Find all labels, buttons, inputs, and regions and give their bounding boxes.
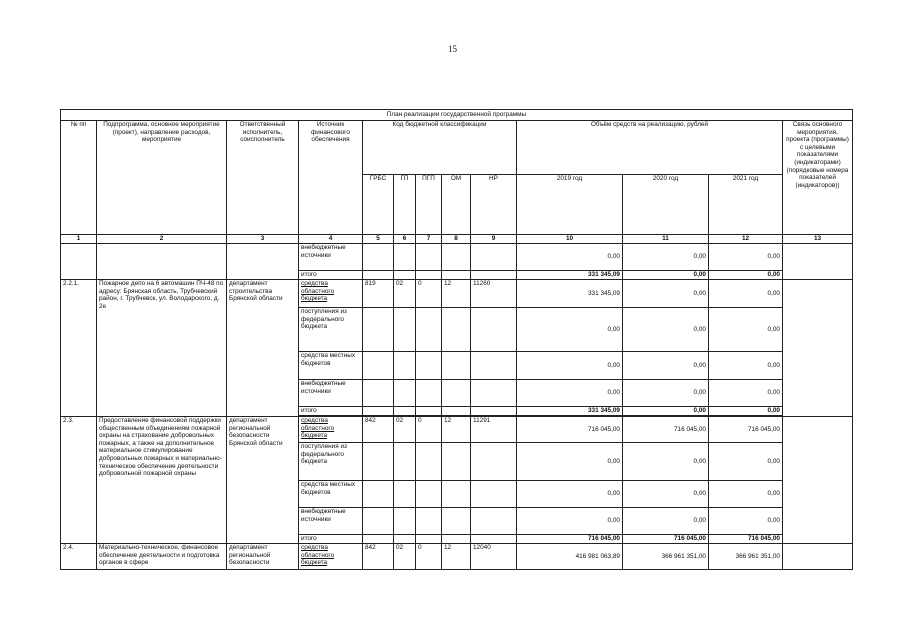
- column-number: 1: [61, 235, 97, 244]
- header-source: Источник финансового обеспечения: [299, 121, 363, 235]
- source-local: средства местных бюджетов: [299, 481, 363, 508]
- header-volume: Объём средств на реализацию, рублей: [517, 121, 783, 175]
- value-2019: 331 345,09: [517, 280, 623, 308]
- value-2020: 0,00: [623, 380, 709, 407]
- implementation-plan-table: [60, 109, 853, 570]
- header-gp: ГП: [394, 175, 416, 235]
- item-executor: департамент региональной безопасности: [227, 544, 299, 570]
- column-number: 4: [299, 235, 363, 244]
- column-number: 8: [442, 235, 471, 244]
- total-2020: 0,00: [623, 407, 709, 416]
- table-row: [61, 417, 853, 443]
- column-number: 6: [394, 235, 416, 244]
- value-2019: 0,00: [517, 352, 623, 380]
- total-2019: 331 345,09: [517, 271, 623, 280]
- total-2021: 716 045,00: [709, 535, 783, 544]
- column-number: 2: [97, 235, 227, 244]
- value-2019: 0,00: [517, 508, 623, 535]
- value-2021: 716 045,00: [709, 417, 783, 443]
- source-offbudget: внебюджетные источники: [299, 244, 363, 271]
- code-pgp: 0: [416, 280, 442, 308]
- item-number: 2.3.: [61, 417, 97, 544]
- header-2020: 2020 год: [623, 175, 709, 235]
- header-pgp: ПГП: [416, 175, 442, 235]
- total-2021: 0,00: [709, 271, 783, 280]
- source-regional: средства областного бюджета: [299, 280, 363, 308]
- value-2021: 0,00: [709, 308, 783, 352]
- source-local: средства местных бюджетов: [299, 352, 363, 380]
- source-federal: поступления из федерального бюджета: [299, 308, 363, 352]
- value-2021: 0,00: [709, 244, 783, 271]
- source-total: итого: [299, 407, 363, 416]
- header-num: № пп: [61, 121, 97, 235]
- value-2020: 0,00: [623, 244, 709, 271]
- source-total: итого: [299, 535, 363, 544]
- source-federal: поступления из федерального бюджета: [299, 443, 363, 481]
- value-2019: 0,00: [517, 481, 623, 508]
- item-number: 2.4.: [61, 544, 97, 570]
- header-executor: Ответственный исполнитель, соисполнитель: [227, 121, 299, 235]
- source-offbudget: внебюджетные источники: [299, 508, 363, 535]
- header-om: ОМ: [442, 175, 471, 235]
- column-number: 11: [623, 235, 709, 244]
- code-nr: 12040: [471, 544, 517, 570]
- code-nr: 11260: [471, 280, 517, 308]
- value-2021: 0,00: [709, 443, 783, 481]
- code-pgp: 0: [416, 417, 442, 443]
- value-2021: 0,00: [709, 508, 783, 535]
- item-name: Предоставление финансовой поддержки общественным объединениям пожарной охраны на страхование добровольных пожарных, а также на дополнительное материальное стимулирование добровольных пожарных и материально-техническое обеспечение деятельности добровольной пожарной охраны: [97, 417, 227, 544]
- value-2019: 0,00: [517, 443, 623, 481]
- value-2019: 0,00: [517, 380, 623, 407]
- value-2020: 0,00: [623, 508, 709, 535]
- total-2020: 716 045,00: [623, 535, 709, 544]
- code-grbs: 819: [363, 280, 394, 308]
- code-om: 12: [442, 417, 471, 443]
- value-2020: 0,00: [623, 308, 709, 352]
- value-2020: 0,00: [623, 352, 709, 380]
- value-2019: 0,00: [517, 244, 623, 271]
- total-2019: 331 345,09: [517, 407, 623, 416]
- header-grbs: ГРБС: [363, 175, 394, 235]
- column-number: 12: [709, 235, 783, 244]
- item-name: Материально-техническое, финансовое обеспечение деятельности и подготовка органов в сфере: [97, 544, 227, 570]
- value-2020: 0,00: [623, 443, 709, 481]
- source-total: итого: [299, 271, 363, 280]
- value-2019: 0,00: [517, 308, 623, 352]
- value-2020: 716 045,00: [623, 417, 709, 443]
- value-2020: 0,00: [623, 280, 709, 308]
- source-regional: средства областного бюджета: [299, 544, 363, 570]
- code-grbs: 842: [363, 417, 394, 443]
- code-gp: 02: [394, 544, 416, 570]
- value-2019: 716 045,00: [517, 417, 623, 443]
- column-number: 3: [227, 235, 299, 244]
- column-number: 9: [471, 235, 517, 244]
- item-executor: департамент региональной безопасности Брянской области: [227, 417, 299, 544]
- value-2020: 366 961 351,00: [623, 544, 709, 570]
- column-number: 5: [363, 235, 394, 244]
- table-row: [61, 244, 853, 271]
- source-offbudget: внебюджетные источники: [299, 380, 363, 407]
- code-om: 12: [442, 280, 471, 308]
- value-2021: 0,00: [709, 352, 783, 380]
- column-number: 13: [783, 235, 853, 244]
- code-om: 12: [442, 544, 471, 570]
- value-2021: 0,00: [709, 380, 783, 407]
- header-2021: 2021 год: [709, 175, 783, 235]
- column-number-row: [61, 235, 853, 244]
- value-2019: 416 981 063,89: [517, 544, 623, 570]
- code-gp: 02: [394, 417, 416, 443]
- table-row: [61, 280, 853, 308]
- value-2021: 366 961 351,00: [709, 544, 783, 570]
- table-row: [61, 544, 853, 570]
- item-executor: департамент строительства Брянской области: [227, 280, 299, 417]
- code-gp: 02: [394, 280, 416, 308]
- page-number: 15: [448, 44, 457, 54]
- total-2021: 0,00: [709, 407, 783, 416]
- header-link: Связь основного мероприятия, проекта (программы) с целевыми показателями (индикаторами) (порядковые номера показателей (индикаторов)): [783, 121, 853, 235]
- header-budget-code: Код бюджетной классификации: [363, 121, 517, 175]
- total-2020: 0,00: [623, 271, 709, 280]
- item-number: 2.2.1.: [61, 280, 97, 417]
- code-nr: 11291: [471, 417, 517, 443]
- header-nr: НР: [471, 175, 517, 235]
- column-number: 10: [517, 235, 623, 244]
- column-number: 7: [416, 235, 442, 244]
- value-2021: 0,00: [709, 481, 783, 508]
- source-regional: средства областного бюджета: [299, 417, 363, 443]
- total-2019: 716 045,00: [517, 535, 623, 544]
- table-title: План реализации государственной программы: [61, 110, 853, 121]
- code-grbs: 842: [363, 544, 394, 570]
- value-2021: 0,00: [709, 280, 783, 308]
- item-name: Пожарное депо на 6 автомашин ПЧ-48 по адресу: Брянская область, Трубчевский район, г. Трубчевск, ул. Володарского, д. 2е: [97, 280, 227, 417]
- header-2019: 2019 год: [517, 175, 623, 235]
- code-pgp: 0: [416, 544, 442, 570]
- value-2020: 0,00: [623, 481, 709, 508]
- header-subprogram: Подпрограмма, основное мероприятие (проект), направление расходов, мероприятие: [97, 121, 227, 235]
